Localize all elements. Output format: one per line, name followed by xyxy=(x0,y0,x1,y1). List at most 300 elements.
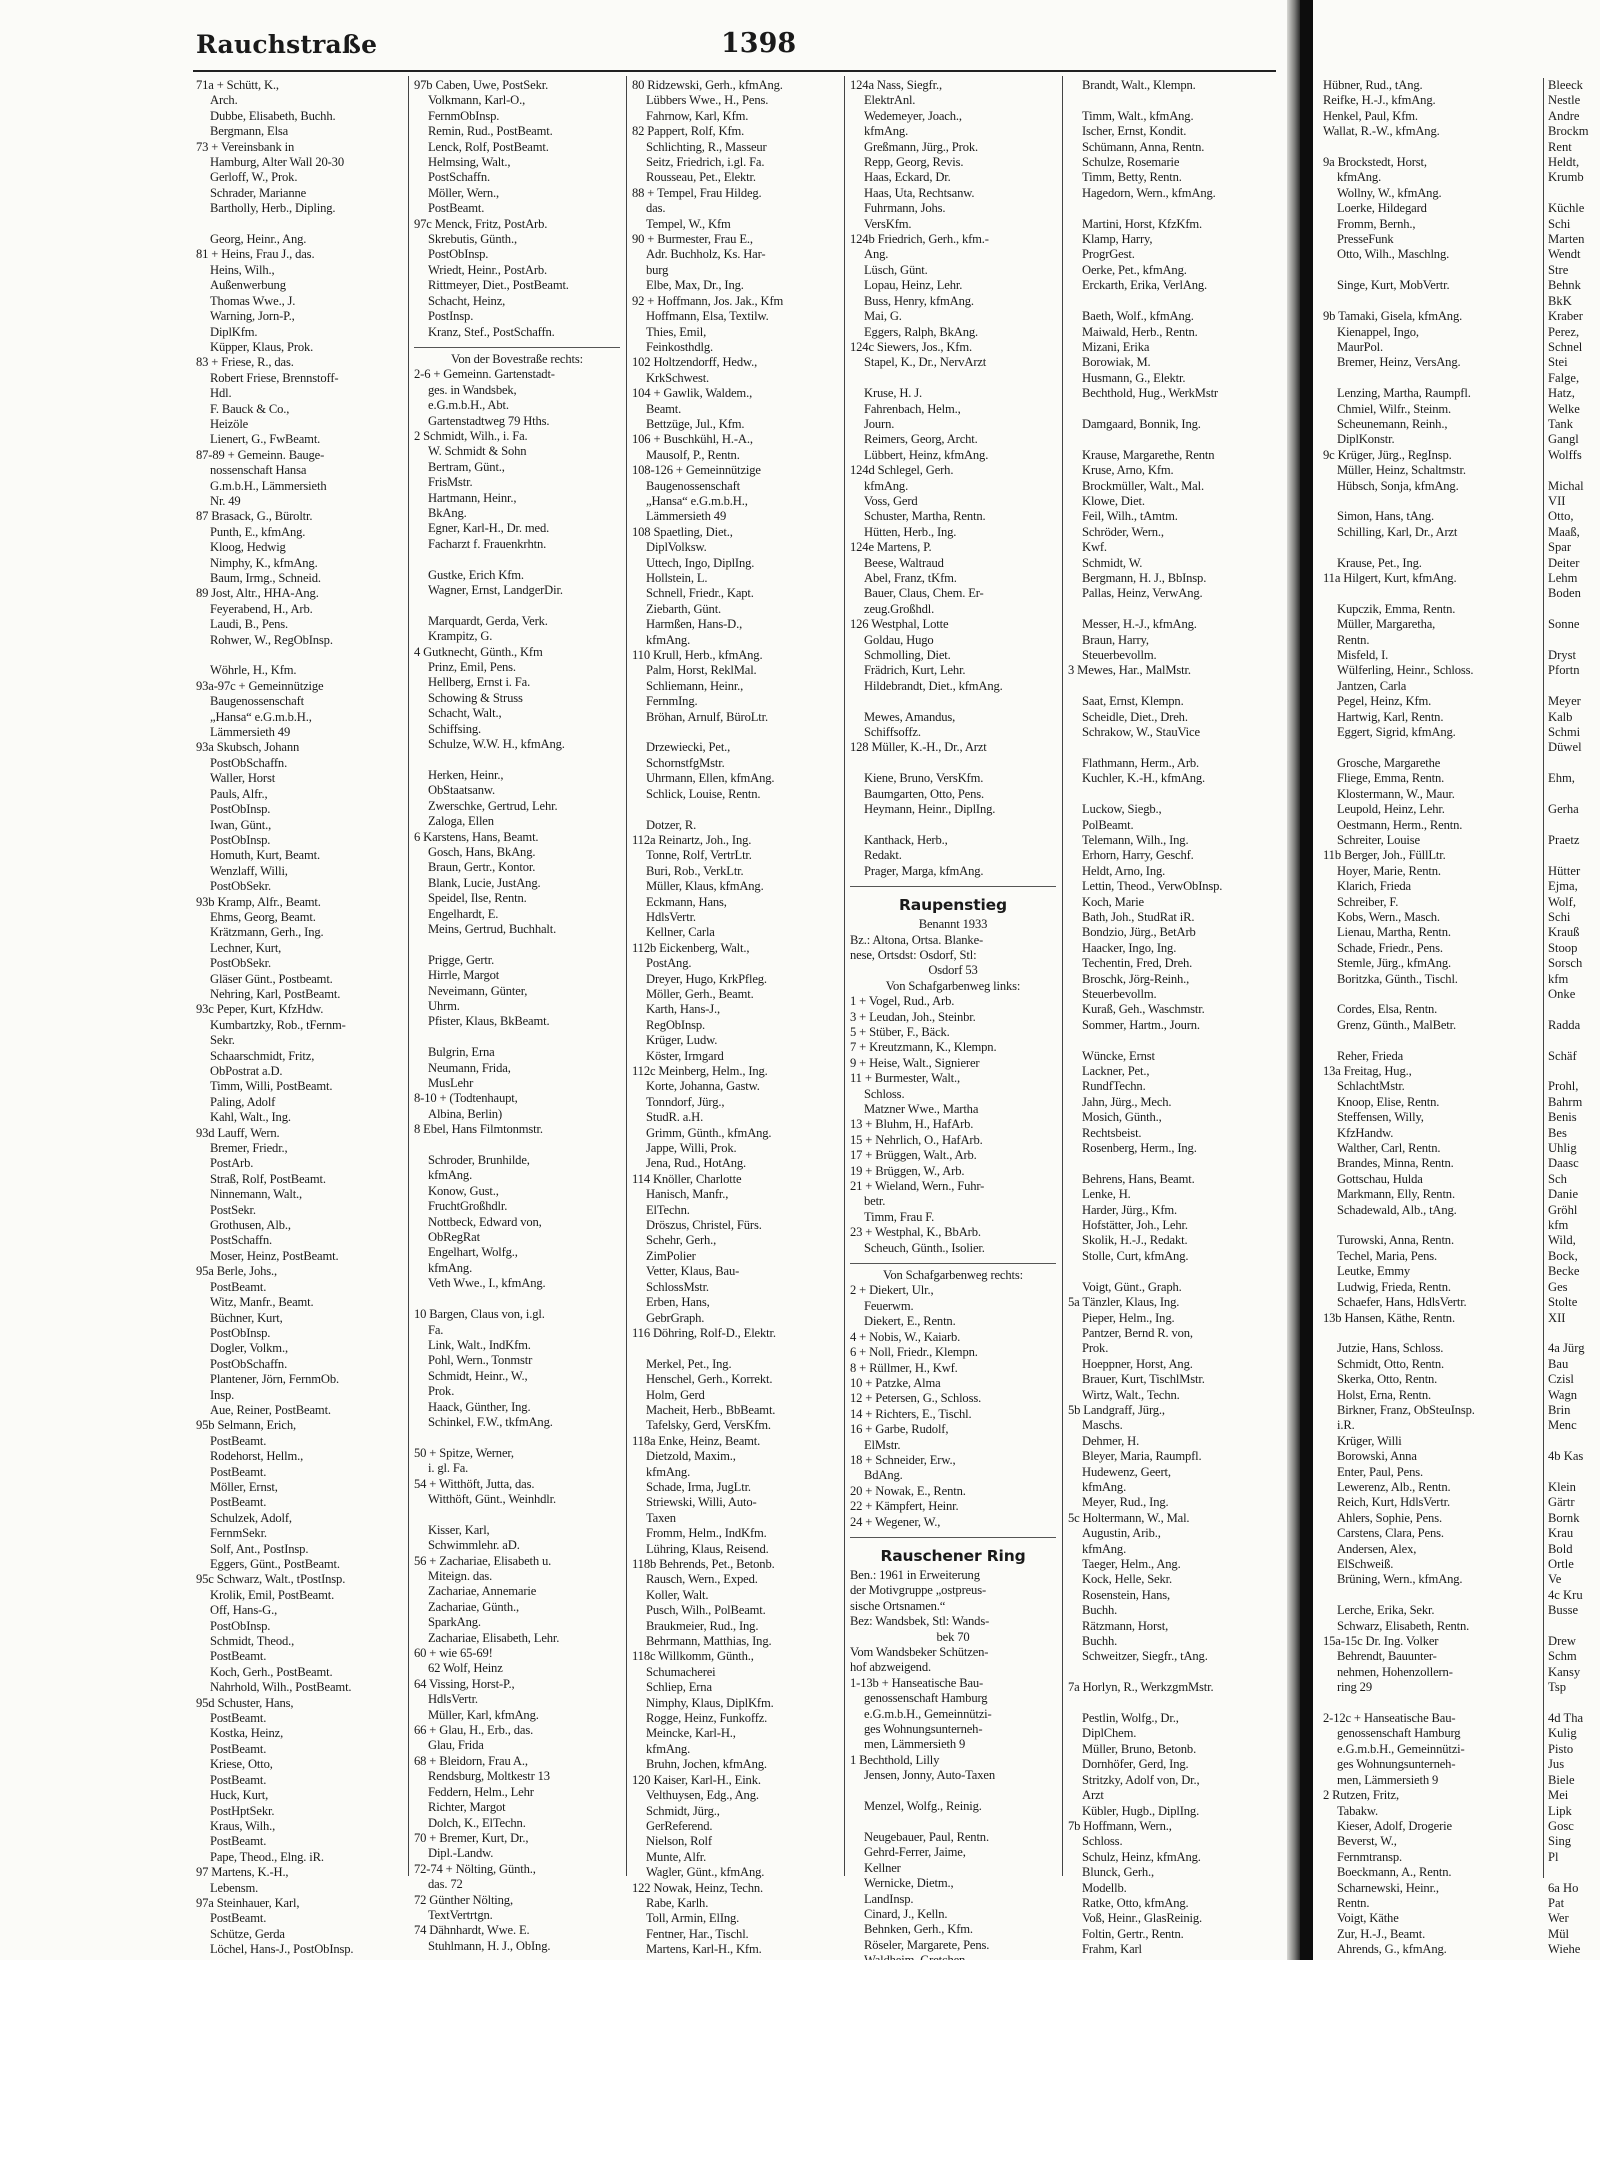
directory-entry: 1 + Vogel, Rud., Arb. xyxy=(850,994,955,1009)
edge-fragment: Ges xyxy=(1548,1279,1568,1294)
edge-fragment: Dryst xyxy=(1548,648,1576,663)
directory-line: Lienert, G., FwBeamt. xyxy=(210,432,321,447)
directory-entry: 93b Kramp, Alfr., Beamt. xyxy=(196,894,321,909)
directory-line: Wöhrle, H., Kfm. xyxy=(210,663,297,678)
directory-line: Fromm, Helm., IndKfm. xyxy=(646,1526,767,1541)
directory-entry: Benannt 1933 xyxy=(918,917,988,932)
directory-entry: 5 + Stüber, F., Bäck. xyxy=(850,1024,950,1039)
directory-line: BkAng. xyxy=(428,505,467,520)
directory-line: Thomas Wwe., J. xyxy=(210,293,296,308)
directory-line: DiplVolksw. xyxy=(646,540,707,555)
directory-line: StudR. a.H. xyxy=(646,1110,704,1125)
directory-line: Repp, Georg, Revis. xyxy=(864,155,964,170)
directory-line: SchlossMstr. xyxy=(646,1279,709,1294)
directory-line: Adr. Buchholz, Ks. Har- xyxy=(646,247,766,262)
directory-line: Stolle, Curt, kfmAng. xyxy=(1082,1248,1189,1263)
directory-line: Pegel, Heinz, Kfm. xyxy=(1337,694,1432,709)
directory-line: Brandt, Walt., Klempn. xyxy=(1082,78,1196,92)
directory-line: men, Lämmersieth 9 xyxy=(1337,1772,1439,1787)
directory-line: Off, Hans-G., xyxy=(210,1603,278,1618)
directory-line: LandInsp. xyxy=(864,1891,914,1906)
edge-fragment: Gröhl xyxy=(1548,1202,1578,1217)
directory-entry: 102 Holtzendorff, Hedw., xyxy=(632,355,758,370)
directory-entry: 9b Tamaki, Gisela, kfmAng. xyxy=(1323,309,1463,324)
directory-line: Dornhöfer, Gerd, Ing. xyxy=(1082,1757,1189,1772)
directory-line: Erben, Hans, xyxy=(646,1295,710,1310)
edge-fragment: Gärtr xyxy=(1548,1495,1575,1510)
directory-line: Robert Friese, Brennstoff- xyxy=(210,370,339,385)
directory-line: Müller, Margaretha, xyxy=(1337,617,1436,632)
directory-line: Tonne, Rolf, VertrLtr. xyxy=(646,848,752,863)
directory-line: Meyer, Rud., Ing. xyxy=(1082,1495,1169,1510)
directory-line: Hirrle, Margot xyxy=(428,968,500,983)
directory-line: Möller, Gerh., Beamt. xyxy=(646,986,754,1001)
directory-entry: 74 Dähnhardt, Wwe. E. xyxy=(414,1923,530,1938)
edge-fragment: Bold xyxy=(1548,1541,1573,1556)
directory-line: PostBeamt. xyxy=(210,1772,267,1787)
edge-fragment: Wagn xyxy=(1548,1387,1578,1402)
directory-entry: 72-74 + Nölting, Günth., xyxy=(414,1861,536,1876)
directory-line: „Hansa“ e.G.m.b.H., xyxy=(210,709,312,724)
directory-line: Schliemann, Heinr., xyxy=(646,678,744,693)
directory-line: G.m.b.H., Lämmersieth xyxy=(210,478,327,493)
directory-line: Seitz, Friedrich, i.gl. Fa. xyxy=(646,155,765,170)
edge-fragment: Kalb xyxy=(1548,709,1573,724)
directory-line: PostInsp. xyxy=(428,309,474,324)
directory-line: Fahrenbach, Helm., xyxy=(864,401,961,416)
page-header xyxy=(0,0,1300,80)
edge-fragment: Kraber xyxy=(1548,309,1583,324)
directory-line: Markmann, Elly, Rentn. xyxy=(1337,1187,1455,1202)
directory-line: Messer, H.-J., kfmAng. xyxy=(1082,617,1197,632)
directory-entry: 112c Meinberg, Helm., Ing. xyxy=(632,1064,768,1078)
directory-line: Schwarz, Elisabeth, Rentn. xyxy=(1337,1618,1470,1633)
column-divider xyxy=(626,76,627,1876)
edge-fragment: Mül xyxy=(1548,1926,1569,1941)
directory-line: Borowiak, M. xyxy=(1082,355,1151,370)
directory-line: Lämmersieth 49 xyxy=(210,725,291,740)
directory-entry: 126 Westphal, Lotte xyxy=(850,617,949,632)
directory-line: Mausolf, P., Rentn. xyxy=(646,447,740,462)
directory-line: Ehms, Georg, Beamt. xyxy=(210,909,316,924)
edge-fragment: Küchle xyxy=(1548,201,1585,216)
directory-line: VersKfm. xyxy=(864,216,912,231)
directory-line: Rätzmann, Horst, xyxy=(1082,1618,1169,1633)
directory-entry: 17 + Brüggen, Walt., Arb. xyxy=(850,1148,977,1163)
directory-line: Feinkosthdlg. xyxy=(646,339,713,354)
directory-line: PostSekr. xyxy=(210,1202,256,1217)
edge-fragment: Ejma, xyxy=(1548,879,1578,894)
directory-line: men, Lämmersieth 9 xyxy=(864,1737,966,1752)
directory-line: Feil, Wilh., tAmtm. xyxy=(1082,509,1178,524)
directory-line: Lämmersieth 49 xyxy=(646,509,727,524)
edge-fragment: Mei xyxy=(1548,1788,1569,1803)
directory-entry: Von Schafgarbenweg rechts: xyxy=(883,1268,1023,1283)
directory-line: ZimPolier xyxy=(646,1248,696,1263)
directory-line: Steuerbevollm. xyxy=(1082,648,1157,663)
directory-entry: 68 + Bleidorn, Frau A., xyxy=(414,1753,528,1768)
directory-line: Walther, Carl, Rentn. xyxy=(1337,1141,1441,1156)
directory-line: PolBeamt. xyxy=(1082,817,1134,832)
directory-line: Skrebutis, Günth., xyxy=(428,232,517,247)
directory-line: Wagler, Günt., kfmAng. xyxy=(646,1865,765,1880)
directory-entry: nese, Ortsdst: Osdorf, Stl: xyxy=(850,947,977,962)
directory-line: Buss, Henry, kfmAng. xyxy=(864,293,974,308)
directory-line: Schlichting, R., Masseur xyxy=(646,139,767,154)
directory-line: Wagner, Ernst, LandgerDir. xyxy=(428,583,563,597)
directory-line: Zwerschke, Gertrud, Lehr. xyxy=(428,798,558,813)
edge-fragment: Pfortn xyxy=(1548,663,1580,678)
directory-line: PostBeamt. xyxy=(210,1279,267,1294)
directory-entry: 3 Mewes, Har., MalMstr. xyxy=(1068,663,1191,678)
directory-line: Helmsing, Walt., xyxy=(428,155,511,170)
directory-line: kfmAng. xyxy=(428,1260,473,1275)
directory-entry xyxy=(1323,1696,1533,1711)
edge-fragment: Michal xyxy=(1548,478,1584,493)
directory-line: KfzHandw. xyxy=(1337,1125,1394,1140)
directory-line: HdlsVertr. xyxy=(646,909,696,924)
edge-fragment: Czisl xyxy=(1548,1372,1574,1387)
directory-line: Lenke, H. xyxy=(1082,1187,1131,1202)
directory-line: PostObSchaffn. xyxy=(210,1356,288,1371)
directory-entry: 20 + Nowak, E., Rentn. xyxy=(850,1483,966,1498)
directory-entry: 15a-15c Dr. Ing. Volker xyxy=(1323,1634,1439,1649)
directory-line: Hudewenz, Geert, xyxy=(1082,1464,1171,1479)
edge-fragment xyxy=(1548,1326,1618,1341)
directory-entry: 24 + Wegener, W., xyxy=(850,1514,941,1529)
edge-fragment xyxy=(1548,1696,1618,1711)
directory-entry: 124c Siewers, Jos., Kfm. xyxy=(850,339,972,354)
directory-line: Haas, Uta, Rechtsanw. xyxy=(864,185,975,200)
directory-line: Thies, Emil, xyxy=(646,324,707,339)
directory-line: i. gl. Fa. xyxy=(428,1461,469,1476)
directory-entry: 3 + Leudan, Joh., Steinbr. xyxy=(850,1009,976,1024)
directory-entry: 82 Pappert, Rolf, Kfm. xyxy=(632,124,745,139)
directory-line: Schulz, Heinz, kfmAng. xyxy=(1082,1849,1201,1864)
directory-line: Schröder, Wern., xyxy=(1082,524,1164,539)
directory-entry: 95c Schwarz, Walt., tPostInsp. xyxy=(196,1572,346,1587)
directory-line: Eckmann, Hans, xyxy=(646,894,727,909)
directory-line: kfmAng. xyxy=(1337,170,1382,185)
directory-line: Schweitzer, Siegfr., tAng. xyxy=(1082,1649,1208,1664)
directory-line xyxy=(1068,402,1274,417)
directory-entry: 124e Martens, P. xyxy=(850,540,932,555)
directory-line: Kock, Helle, Sekr. xyxy=(1082,1572,1172,1587)
directory-entry: 5b Landgraff, Jürg., xyxy=(1068,1402,1165,1417)
directory-entry: 97c Menck, Fritz, PostArb. xyxy=(414,216,548,231)
directory-line: Rodehorst, Hellm., xyxy=(210,1449,304,1464)
directory-line: Schinkel, F.W., tkfmAng. xyxy=(428,1414,553,1429)
directory-line: Klostermann, W., Maur. xyxy=(1337,786,1455,801)
edge-fragment xyxy=(1548,1434,1618,1449)
directory-line: Behrens, Hans, Beamt. xyxy=(1082,1171,1195,1186)
directory-line: Reher, Frieda xyxy=(1337,1048,1404,1063)
directory-line: Mosich, Günth., xyxy=(1082,1110,1162,1125)
directory-line: Insp. xyxy=(210,1387,235,1402)
directory-line: PostSchaffn. xyxy=(210,1233,272,1248)
directory-line: Eggers, Günt., PostBeamt. xyxy=(210,1557,340,1571)
directory-line: Ahrends, G., kfmAng. xyxy=(1337,1942,1447,1957)
directory-line: Prok. xyxy=(1082,1341,1109,1356)
edge-fragment: Spar xyxy=(1548,540,1572,555)
directory-line: PostObInsp. xyxy=(210,832,271,847)
directory-line: Scharnewski, Heinr., xyxy=(1337,1880,1439,1895)
directory-line: PostObSchaffn. xyxy=(210,755,288,770)
directory-line: Kieser, Adolf, Drogerie xyxy=(1337,1818,1452,1833)
directory-entry: 15 + Nehrlich, O., HafArb. xyxy=(850,1132,983,1147)
directory-line: Pfister, Klaus, BkBeamt. xyxy=(428,1014,550,1029)
edge-fragment xyxy=(1548,1865,1618,1880)
directory-line: Drzewiecki, Pet., xyxy=(646,740,731,755)
directory-line: Rohwer, W., RegObInsp. xyxy=(210,632,333,647)
directory-line: Prok. xyxy=(428,1384,455,1399)
directory-line: Uhrm. xyxy=(428,998,460,1013)
directory-line: Schrader, Marianne xyxy=(210,185,307,200)
directory-line: Menzel, Wolfg., Reinig. xyxy=(864,1799,982,1814)
directory-line: Richter, Margot xyxy=(428,1800,506,1815)
directory-line xyxy=(414,552,620,567)
directory-line: Hübsch, Sonja, kfmAng. xyxy=(1337,478,1459,493)
directory-line: betr. xyxy=(864,1194,886,1209)
directory-line: Bath, Joh., StudRat iR. xyxy=(1082,909,1195,924)
directory-line: Rentn. xyxy=(1337,632,1370,647)
edge-fragment: Pisto xyxy=(1548,1741,1574,1756)
directory-line: Schiffsing. xyxy=(428,721,482,736)
directory-entry: 5c Holtermann, W., Mal. xyxy=(1068,1510,1190,1525)
directory-line: FernmIng. xyxy=(646,694,698,709)
directory-entry xyxy=(1323,1033,1533,1048)
edge-fragment: Bock, xyxy=(1548,1248,1578,1263)
directory-line: Oerke, Pet., kfmAng. xyxy=(1082,262,1187,277)
directory-entry: 6 Karstens, Hans, Beamt. xyxy=(414,829,539,844)
directory-line xyxy=(1068,93,1274,108)
directory-line: Luckow, Siegb., xyxy=(1082,802,1162,817)
edge-fragment: Bau xyxy=(1548,1356,1569,1371)
directory-line: Baugenossenschaft xyxy=(646,478,740,493)
directory-line: Schütze, Gerda xyxy=(210,1926,285,1941)
edge-fragment: Gerha xyxy=(1548,802,1579,817)
directory-line: Solf, Ant., PostInsp. xyxy=(210,1541,309,1556)
directory-line: Schade, Friedr., Pens. xyxy=(1337,940,1443,955)
directory-line: W. Schmidt & Sohn xyxy=(428,444,527,459)
directory-line: Bleyer, Maria, Raumpfl. xyxy=(1082,1449,1202,1464)
edge-fragment: Bleeck xyxy=(1548,78,1583,92)
directory-line: Schmidt, Otto, Rentn. xyxy=(1337,1356,1445,1371)
directory-line: kfmAng. xyxy=(864,478,909,493)
directory-entry: 92 + Hoffmann, Jos. Jak., Kfm xyxy=(632,293,784,308)
edge-fragment: 4a Jürg xyxy=(1548,1341,1585,1356)
directory-line: Außenwerbung xyxy=(210,278,286,293)
directory-entry: 4 Gutknecht, Günth., Kfm xyxy=(414,644,543,659)
directory-entry: 64 Vissing, Horst-P., xyxy=(414,1676,515,1691)
directory-entry: 122 Nowak, Heinz, Techn. xyxy=(632,1880,763,1895)
directory-line: Nehring, Karl, PostBeamt. xyxy=(210,986,341,1001)
directory-entry: 124b Friedrich, Gerh., kfm.- xyxy=(850,232,989,247)
running-head: Rauchstraße xyxy=(196,30,378,59)
directory-line: KrkSchwest. xyxy=(646,370,710,385)
directory-line: Steuerbevollm. xyxy=(1082,986,1157,1001)
directory-line: Rentn. xyxy=(1337,1895,1370,1910)
directory-entry: 18 + Schneider, Erw., xyxy=(850,1452,956,1467)
directory-line: Cordes, Elsa, Rentn. xyxy=(1337,1002,1438,1017)
directory-line: PostObInsp. xyxy=(428,247,489,262)
directory-line xyxy=(414,752,620,767)
directory-line: kfmAng. xyxy=(864,124,909,139)
directory-line: Bondzio, Jürg., BetArb xyxy=(1082,925,1196,940)
directory-line: Chmiel, Wilfr., Steinm. xyxy=(1337,401,1452,416)
directory-line: Timm, Walt., kfmAng. xyxy=(1082,108,1194,123)
directory-line: Rosenstein, Hans, xyxy=(1082,1587,1171,1602)
directory-entry: 95a Berle, Johs., xyxy=(196,1264,278,1279)
directory-line: burg xyxy=(646,262,669,277)
directory-line: Palm, Horst, ReklMal. xyxy=(646,663,757,678)
edge-fragment: kfm xyxy=(1548,1218,1569,1233)
directory-entry: 118b Behrends, Pet., Betonb. xyxy=(632,1557,775,1571)
directory-line xyxy=(1068,294,1274,309)
directory-entry: 13 + Bluhm, H., HafArb. xyxy=(850,1117,974,1132)
directory-line: Heins, Wilh., xyxy=(210,262,275,277)
directory-line: Goldau, Hugo xyxy=(864,632,934,647)
directory-line: Hoffmann, Elsa, Textilw. xyxy=(646,309,769,324)
directory-line xyxy=(1068,201,1274,216)
directory-line: Dotzer, R. xyxy=(646,817,697,832)
directory-line: Zachariae, Annemarie xyxy=(428,1584,537,1599)
directory-line: Paling, Adolf xyxy=(210,1094,276,1109)
directory-line xyxy=(1068,602,1274,617)
edge-fragment xyxy=(1548,1465,1618,1480)
directory-line: Krolik, Emil, PostBeamt. xyxy=(210,1587,335,1602)
directory-line: Uhrmann, Ellen, kfmAng. xyxy=(646,771,775,786)
directory-line: Rabe, Karlh. xyxy=(646,1895,709,1910)
directory-line: PostObSekr. xyxy=(210,956,271,971)
edge-fragment: XII xyxy=(1548,1310,1566,1325)
directory-line xyxy=(1068,740,1274,755)
directory-entry: 93a Skubsch, Johann xyxy=(196,740,300,755)
directory-entry: Bez: Wandsbek, Stl: Wands- xyxy=(850,1614,990,1629)
column-divider xyxy=(408,76,409,1876)
directory-line: Punth, E., kfmAng. xyxy=(210,524,306,539)
edge-fragment: Uhlig xyxy=(1548,1141,1577,1156)
directory-line: Voß, Heinr., GlasReinig. xyxy=(1082,1911,1202,1926)
directory-line: „Hansa“ e.G.m.b.H., xyxy=(646,493,748,508)
directory-line: ges Wohnungsunterneh- xyxy=(864,1722,983,1737)
directory-line: FruchtGroßhdlr. xyxy=(428,1199,508,1214)
directory-line: Abel, Franz, tKfm. xyxy=(864,571,957,585)
directory-line: Veth Wwe., I., kfmAng. xyxy=(428,1276,546,1291)
edge-fragment: Falge, xyxy=(1548,370,1580,385)
directory-line: PostObInsp. xyxy=(210,1325,271,1340)
directory-line: Lopau, Heinz, Lehr. xyxy=(864,278,963,293)
directory-line: Zaloga, Ellen xyxy=(428,814,494,829)
directory-entry: 83 + Friese, R., das. xyxy=(196,355,294,370)
directory-line: Remin, Rud., PostBeamt. xyxy=(428,124,553,139)
directory-line: Huck, Kurt, xyxy=(210,1788,269,1803)
directory-line: Feyerabend, H., Arb. xyxy=(210,601,313,616)
directory-line: Tabakw. xyxy=(1337,1803,1378,1818)
directory-line: MusLehr xyxy=(428,1076,474,1090)
directory-line: PostHptSekr. xyxy=(210,1803,275,1818)
directory-line: Schwimmlehr. aD. xyxy=(428,1538,520,1553)
directory-entry: 88 + Tempel, Frau Hildeg. xyxy=(632,185,762,200)
directory-line: Krause, Margarethe, Rentn xyxy=(1082,447,1215,462)
directory-line: Bulgrin, Erna xyxy=(428,1045,495,1060)
directory-entry: 8 Ebel, Hans Filmtonmstr. xyxy=(414,1122,543,1137)
edge-fragment: Praetz xyxy=(1548,832,1580,847)
directory-line: Stemle, Jürg., kfmAng. xyxy=(1337,956,1452,971)
directory-line: Striewski, Willi, Auto- xyxy=(646,1495,757,1510)
edge-fragment: Kulig xyxy=(1548,1726,1577,1741)
directory-entry: 97b Caben, Uwe, PostSekr. xyxy=(414,78,549,92)
edge-fragment xyxy=(1548,602,1618,617)
edge-fragment: 4b Kas xyxy=(1548,1449,1584,1464)
directory-line: Misfeld, I. xyxy=(1337,648,1389,663)
edge-fragment: 6a Ho xyxy=(1548,1880,1579,1895)
edge-fragment: Ve xyxy=(1548,1572,1562,1587)
edge-fragment: Meyer xyxy=(1548,694,1581,709)
directory-line: Neveimann, Günter, xyxy=(428,983,528,998)
directory-line: Hoyer, Marie, Rentn. xyxy=(1337,863,1441,878)
directory-entry: 13b Hansen, Käthe, Rentn. xyxy=(1323,1310,1455,1325)
edge-fragment: Gosc xyxy=(1548,1818,1574,1833)
directory-entry: 72 Günther Nölting, xyxy=(414,1892,513,1907)
edge-fragment: Sorsch xyxy=(1548,956,1583,971)
directory-line: Feuerwm. xyxy=(864,1298,914,1313)
directory-line: Hildebrandt, Diet., kfmAng. xyxy=(864,678,1003,693)
directory-line: Neumann, Frida, xyxy=(428,1060,511,1075)
directory-line: Lüsch, Günt. xyxy=(864,262,928,277)
directory-line: Harder, Jürg., Kfm. xyxy=(1082,1202,1178,1217)
directory-line: Scheidle, Diet., Dreh. xyxy=(1082,709,1188,724)
directory-line: Kellner xyxy=(864,1860,901,1875)
directory-line: Pauls, Alfr., xyxy=(210,786,268,801)
directory-col-3 xyxy=(632,78,838,1957)
directory-line: Singe, Kurt, MobVertr. xyxy=(1337,278,1450,293)
edge-fragment: Hütter xyxy=(1548,863,1581,878)
directory-line xyxy=(850,756,1056,771)
directory-line: Maiwald, Herb., Rentn. xyxy=(1082,324,1198,339)
directory-entry: 9c Krüger, Jürg., RegInsp. xyxy=(1323,447,1452,462)
edge-fragment: Tsp xyxy=(1548,1680,1567,1695)
directory-line: Nahrhold, Wilh., PostBeamt. xyxy=(210,1680,352,1695)
edge-fragment: Pat xyxy=(1548,1895,1565,1910)
directory-line: Birkner, Franz, ObSteuInsp. xyxy=(1337,1402,1475,1417)
directory-entry: 16 + Garbe, Rudolf, xyxy=(850,1422,949,1437)
directory-line xyxy=(850,818,1056,833)
directory-line: Kruse, H. J. xyxy=(864,386,923,401)
directory-line: Wriedt, Heinr., PostArb. xyxy=(428,262,548,277)
directory-line: 62 Wolf, Heinz xyxy=(428,1661,503,1676)
directory-entry: 60 + wie 65-69! xyxy=(414,1646,493,1661)
directory-line xyxy=(632,725,838,740)
directory-line: Vetter, Klaus, Bau- xyxy=(646,1264,740,1279)
directory-line: Sekr. xyxy=(210,1033,235,1048)
section-divider xyxy=(850,1263,1056,1264)
directory-line: Telemann, Wilh., Ing. xyxy=(1082,832,1189,847)
directory-entry: 118c Willkomm, Günth., xyxy=(632,1649,754,1664)
edge-fragment: Behnk xyxy=(1548,278,1581,293)
directory-line: Schloss. xyxy=(864,1086,905,1101)
directory-line: Mai, G. xyxy=(864,309,902,324)
directory-line: Schümann, Anna, Rentn. xyxy=(1082,139,1205,154)
directory-line: Schmolling, Diet. xyxy=(864,648,951,663)
directory-line xyxy=(632,802,838,817)
directory-line: Tafelsky, Gerd, VersKfm. xyxy=(646,1418,771,1433)
directory-line: Warning, Jorn-P., xyxy=(210,309,295,324)
directory-line: Diekert, E., Rentn. xyxy=(864,1314,956,1329)
column-divider xyxy=(844,76,845,1876)
directory-line: Straß, Rolf, PostBeamt. xyxy=(210,1171,326,1186)
directory-entry: 97 Martens, K.-H., xyxy=(196,1865,289,1880)
